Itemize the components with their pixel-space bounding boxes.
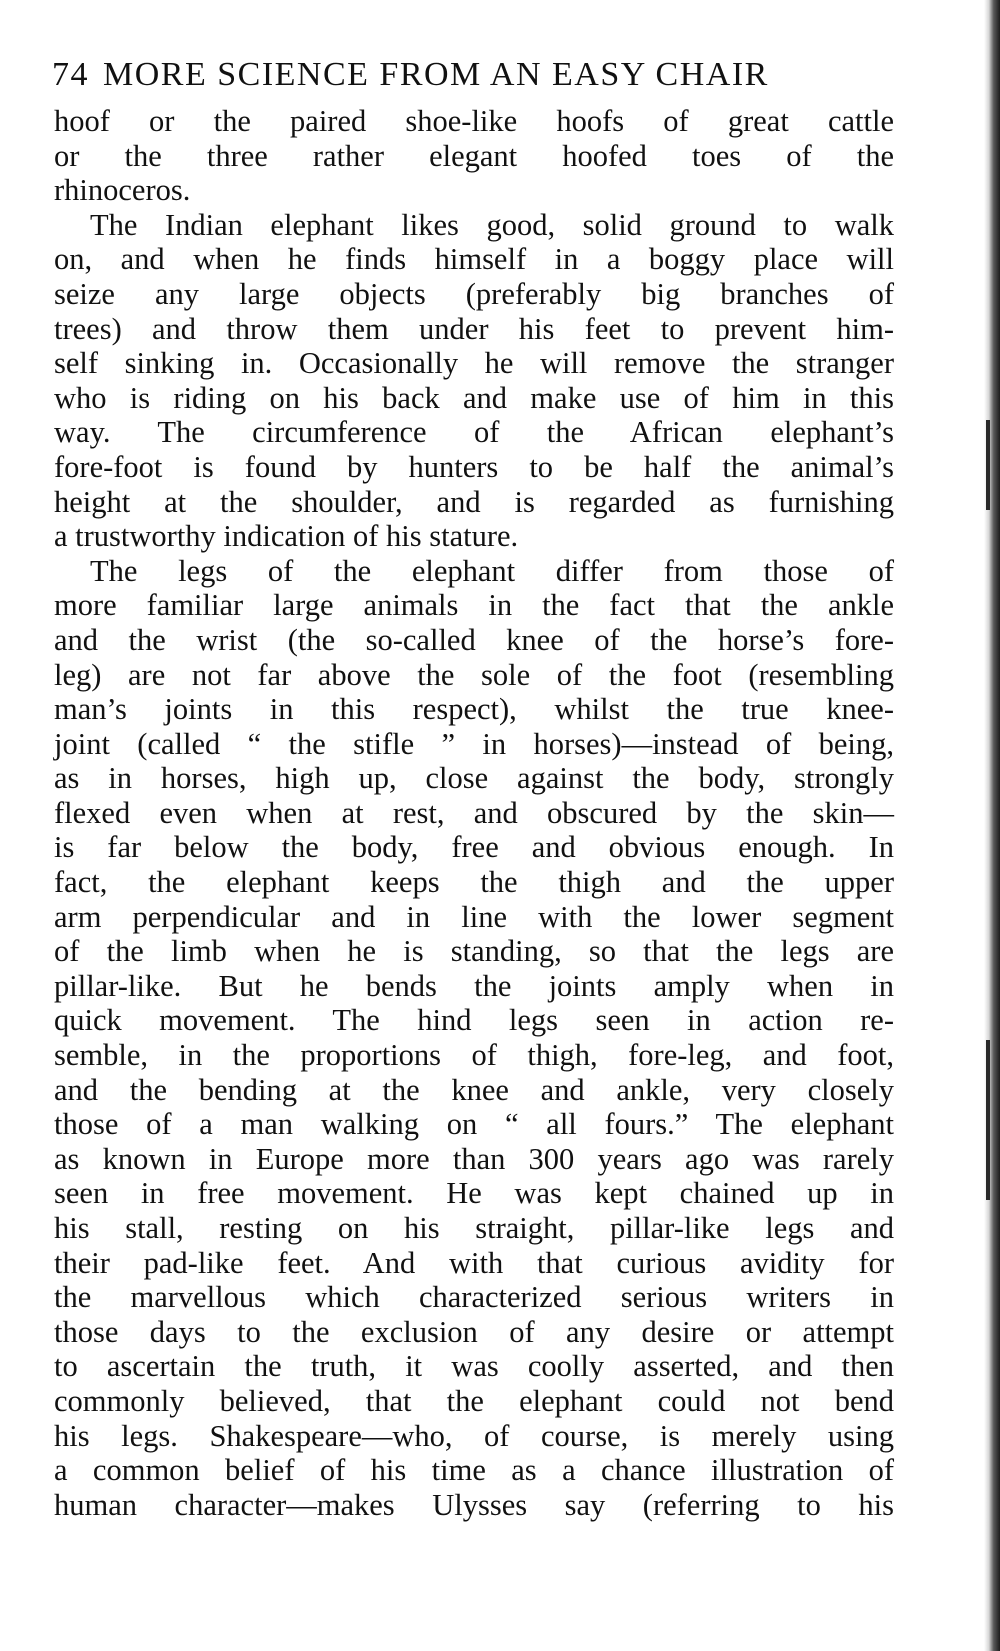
body-text [54, 104, 894, 1522]
text-line: commonly believed, that the elephant could not bend [54, 1383, 894, 1418]
text-line: self sinking in. Occasionally he will remove the stranger [54, 346, 894, 381]
text-line: fact, the elephant keeps the thigh and the upper [54, 865, 894, 900]
text-line: the marvellous which characterized serious writers in [54, 1280, 894, 1315]
text-line: a trustworthy indication of his stature. [54, 519, 519, 554]
text-line: to ascertain the truth, it was coolly asserted, and then [54, 1349, 894, 1384]
text-line: The legs of the elephant differ from those of [90, 553, 894, 588]
text-line: those of a man walking on “ all fours.” The elephant [54, 1107, 894, 1142]
text-line: on, and when he finds himself in a boggy place will [54, 242, 894, 277]
text-line: human character—makes Ulysses say (referring to his [54, 1487, 894, 1522]
text-line: fore-foot is found by hunters to be half the animal’s [54, 449, 894, 484]
text-line: flexed even when at rest, and obscured by the skin— [54, 795, 894, 830]
text-line: arm perpendicular and in line with the lower segment [54, 899, 894, 934]
scan-edge-mark [986, 420, 990, 510]
text-line: their pad-like feet. And with that curious avidity for [54, 1245, 894, 1280]
text-line: height at the shoulder, and is regarded as furnishing [54, 484, 894, 519]
text-line: who is riding on his back and make use of him in this [54, 380, 894, 415]
text-line: or the three rather elegant hoofed toes of the [54, 138, 894, 173]
text-line: those days to the exclusion of any desire or attempt [54, 1314, 894, 1349]
text-line: semble, in the proportions of thigh, fore-leg, and foot, [54, 1038, 894, 1073]
text-line: his legs. Shakespeare—who, of course, is merely using [54, 1418, 894, 1453]
paragraph-continued [54, 104, 894, 208]
text-line: way. The circumference of the African elephant’s [54, 415, 894, 450]
text-line: and the wrist (the so-called knee of the horse’s fore- [54, 622, 894, 657]
text-line: The Indian elephant likes good, solid ground to walk [90, 207, 894, 242]
text-line: seize any large objects (preferably big branches of [54, 276, 894, 311]
paragraph-indian-elephant [54, 208, 894, 554]
text-line: joint (called “ the stifle ” in horses)—instead of being, [54, 726, 894, 761]
text-line: rhinoceros. [54, 173, 191, 208]
text-line: trees) and throw them under his feet to prevent him- [54, 311, 894, 346]
scan-edge-mark [986, 1040, 990, 1200]
text-line: is far below the body, free and obvious enough. In [54, 830, 894, 865]
text-line: of the limb when he is standing, so that the legs are [54, 934, 894, 969]
text-line: hoof or the paired shoe-like hoofs of great cattle [54, 104, 894, 138]
text-line: and the bending at the knee and ankle, very closely [54, 1072, 894, 1107]
text-line: quick movement. The hind legs seen in action re- [54, 1003, 894, 1038]
paragraph-elephant-legs [54, 554, 894, 1523]
text-line: as known in Europe more than 300 years ago was rarely [54, 1141, 894, 1176]
text-line: man’s joints in this respect), whilst the true knee- [54, 692, 894, 727]
text-line: a common belief of his time as a chance illustration of [54, 1453, 894, 1488]
running-header [52, 56, 769, 94]
page-number: 74 [52, 56, 89, 93]
text-line: pillar-like. But he bends the joints amply when in [54, 968, 894, 1003]
text-line: seen in free movement. He was kept chained up in [54, 1176, 894, 1211]
text-line: as in horses, high up, close against the body, strongly [54, 761, 894, 796]
text-line: leg) are not far above the sole of the foot (resembling [54, 657, 894, 692]
text-line: more familiar large animals in the fact that the ankle [54, 588, 894, 623]
text-line: his stall, resting on his straight, pillar-like legs and [54, 1211, 894, 1245]
running-title: MORE SCIENCE FROM AN EASY CHAIR [103, 56, 769, 93]
scanned-page-edge [984, 0, 1000, 1651]
